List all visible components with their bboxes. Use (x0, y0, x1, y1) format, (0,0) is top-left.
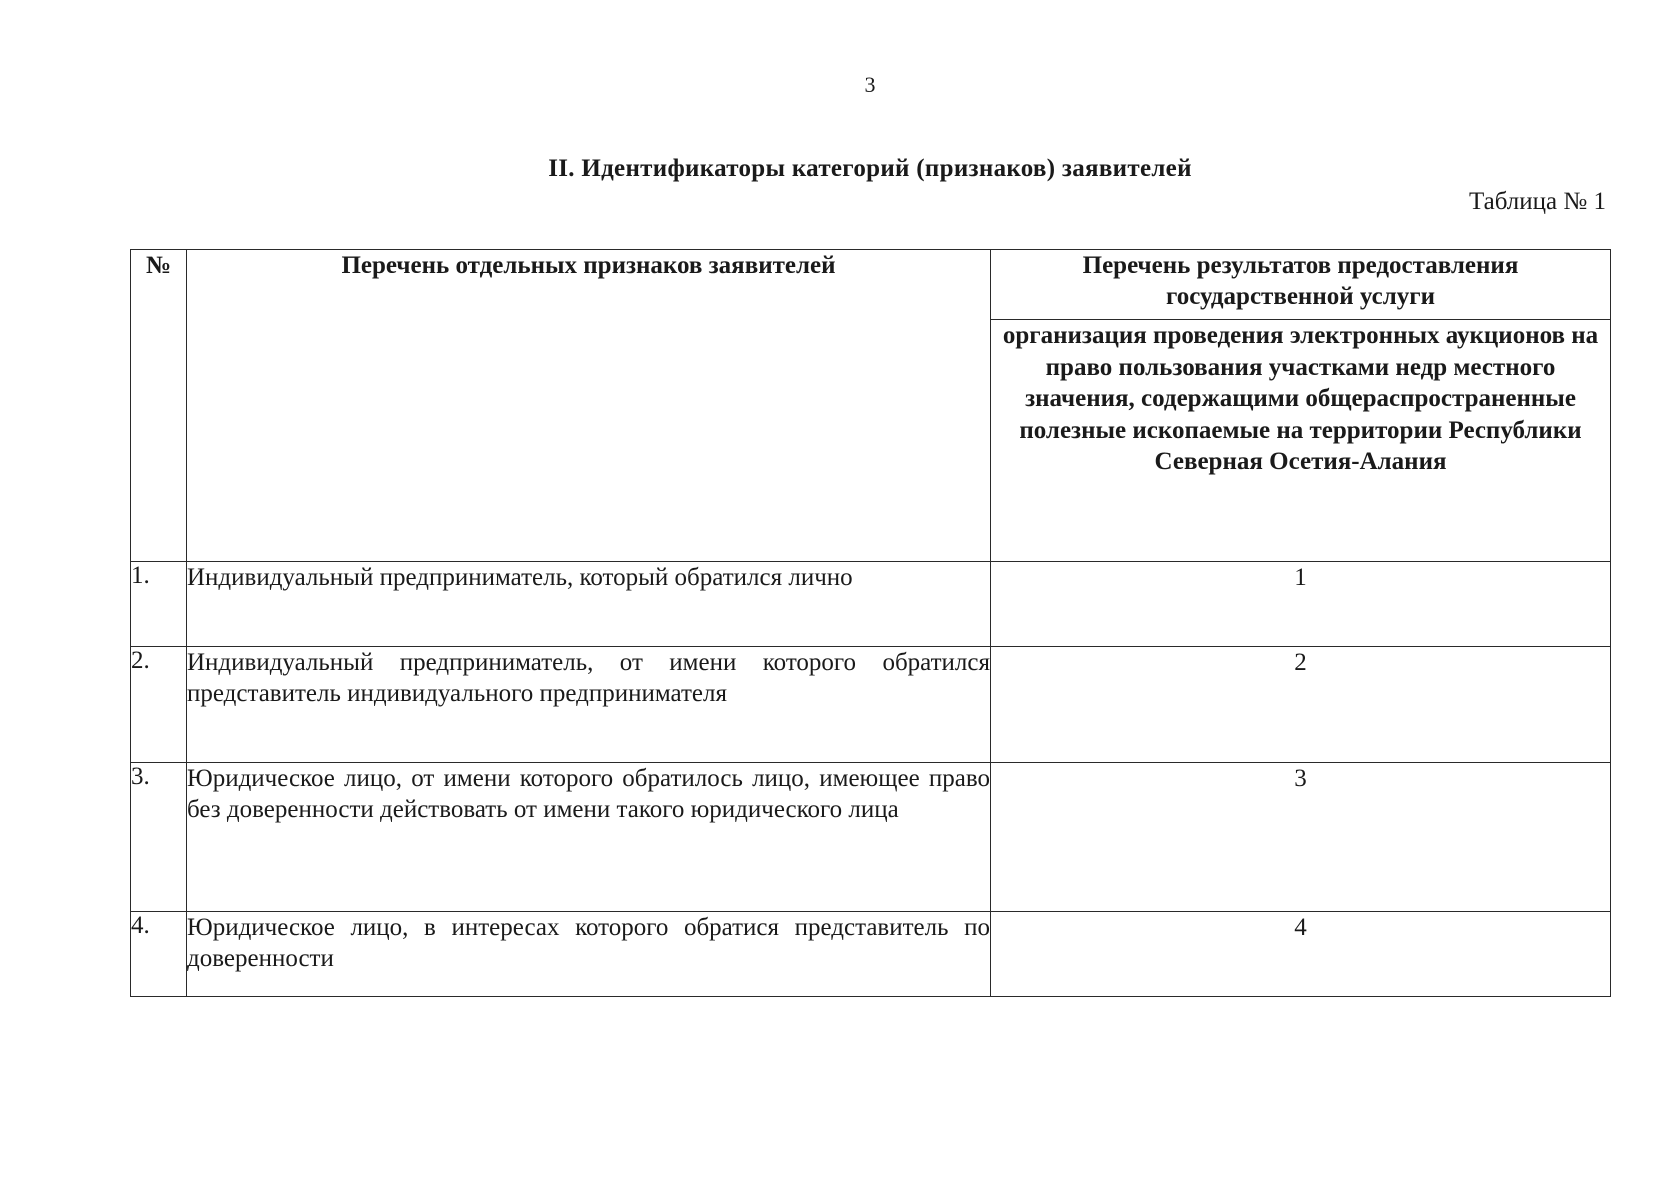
row-result: 1 (991, 562, 1611, 647)
section-title: II. Идентификаторы категорий (признаков) заявителей (548, 155, 1192, 182)
header-features: Перечень отдельных признаков заявителей (187, 250, 991, 562)
header-result-service: организация проведения электронных аукционов на право пользования участками недр местного значения, содержащими общераспространенные полезные ископаемые на территории Республики Северная Осетия-Алания (991, 320, 1611, 562)
row-result: 4 (991, 912, 1611, 997)
row-feature: Юридическое лицо, в интересах которого обратися представитель по доверенности (187, 912, 991, 997)
page-number: 3 (864, 72, 876, 97)
row-result: 3 (991, 763, 1611, 912)
row-result: 2 (991, 647, 1611, 763)
row-feature: Индивидуальный предприниматель, от имени которого обратился представитель индивидуального предпринимателя (187, 647, 991, 763)
row-number: 2. (131, 647, 187, 763)
row-feature: Индивидуальный предприниматель, который обратился лично (187, 562, 991, 647)
applicant-categories-table (130, 249, 1611, 997)
table-row (131, 562, 1611, 647)
row-number: 3. (131, 763, 187, 912)
table-row (131, 647, 1611, 763)
header-number: № (131, 250, 187, 562)
header-results: Перечень результатов предоставления государственной услуги (991, 250, 1611, 320)
table-label: Таблица № 1 (1468, 188, 1606, 215)
table-row (131, 912, 1611, 997)
row-number: 1. (131, 562, 187, 647)
table-row (131, 763, 1611, 912)
row-number: 4. (131, 912, 187, 997)
table-header-row (131, 250, 1611, 320)
row-feature: Юридическое лицо, от имени которого обратилось лицо, имеющее право без доверенности действовать от имени такого юридического лица (187, 763, 991, 912)
